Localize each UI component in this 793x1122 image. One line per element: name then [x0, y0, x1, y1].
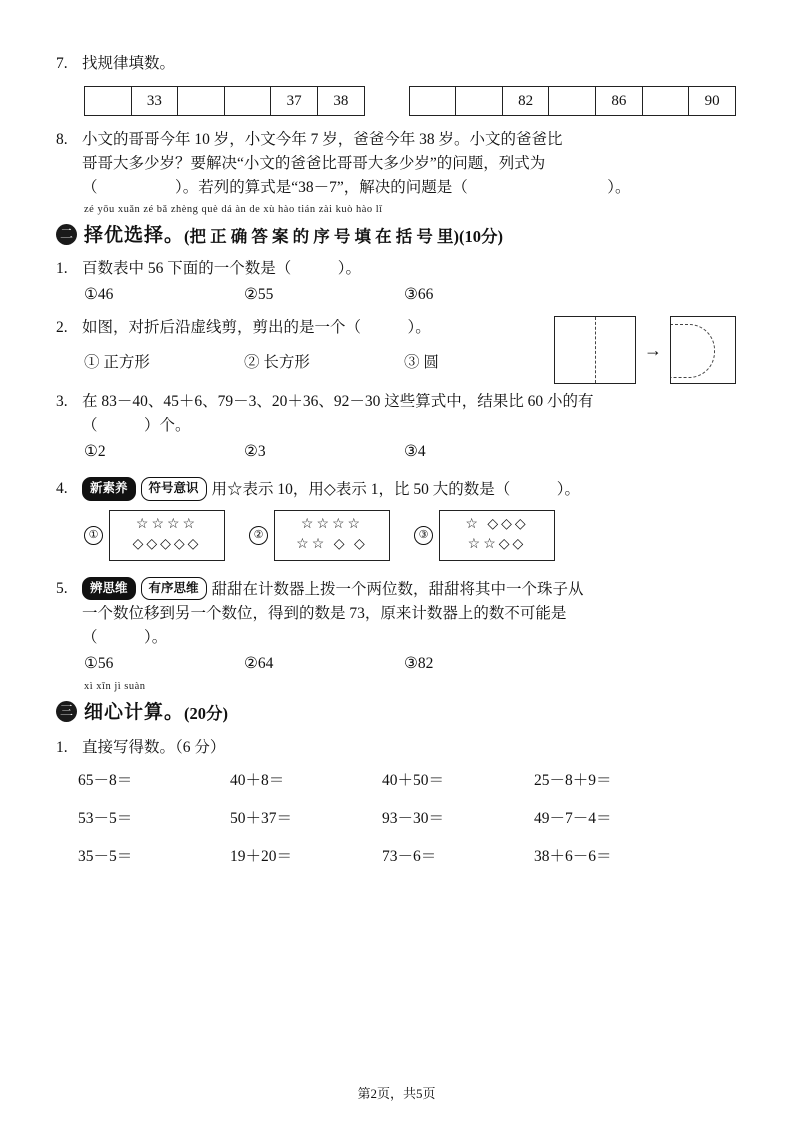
- number-table-2: [409, 86, 736, 116]
- calc-row: [78, 768, 736, 790]
- table-cell[interactable]: 90: [689, 87, 736, 116]
- table-cell[interactable]: [224, 87, 271, 116]
- calc-item[interactable]: 50＋37＝: [230, 809, 293, 827]
- fold-figure: [554, 316, 736, 384]
- calc-row: [78, 806, 736, 828]
- choice-4-stem: 用☆表示 10，用◇表示 1，比 50 大的数是（ ）。: [211, 481, 580, 499]
- page-content: [56, 52, 736, 882]
- choice-1-number: 1.: [56, 260, 68, 278]
- symbol-line-2: ◇◇◇◇◇: [132, 537, 202, 553]
- symbol-box: [439, 510, 555, 561]
- table-cell[interactable]: 82: [502, 87, 549, 116]
- table-cell[interactable]: [409, 87, 456, 116]
- choice-question-1: [56, 257, 736, 281]
- symbol-line-1: ☆ ◇◇◇: [465, 517, 529, 533]
- option[interactable]: ③4: [404, 443, 426, 461]
- option-label: ②: [249, 526, 268, 545]
- choice-4-number: 4.: [56, 480, 68, 498]
- dashed-fold-line: [595, 317, 596, 383]
- option[interactable]: ①56: [84, 654, 114, 672]
- symbol-line-1: ☆☆☆☆: [135, 517, 199, 533]
- symbol-line-2: ☆☆ ◇ ◇: [296, 537, 368, 553]
- calc-row: [78, 844, 736, 866]
- section-3-title: 细心计算。: [84, 701, 185, 723]
- option[interactable]: ①46: [84, 286, 114, 304]
- option[interactable]: [84, 510, 225, 561]
- section-3-number: 三: [56, 701, 77, 722]
- choice-question-5: [56, 577, 736, 650]
- choice-5-line-1: 甜甜在计数器上拨一个两位数，甜甜将其中一个珠子从: [211, 580, 584, 598]
- table-cell[interactable]: [178, 87, 225, 116]
- badge-thinking: 辨思维: [82, 577, 136, 600]
- calc-item[interactable]: 73－6＝: [382, 847, 437, 865]
- calc-1-number: 1.: [56, 738, 68, 756]
- badge-symbol-sense: 符号意识: [141, 477, 207, 500]
- question-8-line-1: 小文的哥哥今年 10 岁，小文今年 7 岁，爸爸今年 38 岁。小文的爸爸比: [82, 131, 563, 149]
- arrow-right-icon: →: [644, 339, 662, 360]
- table-cell[interactable]: 33: [131, 87, 178, 116]
- section-3-pinyin: xì xīn jì suàn: [84, 680, 146, 692]
- table-cell[interactable]: 86: [596, 87, 643, 116]
- badge-ordered-thinking: 有序思维: [141, 577, 207, 600]
- calc-item[interactable]: 40＋50＝: [382, 771, 445, 789]
- option[interactable]: ①2: [84, 443, 106, 461]
- calc-item[interactable]: 19＋20＝: [230, 847, 293, 865]
- choice-3-number: 3.: [56, 393, 68, 411]
- question-8-line-3: （ ）。若列的算式是“38－7”，解决的问题是（ ）。: [82, 179, 631, 197]
- number-table-1: [84, 86, 365, 116]
- table-cell[interactable]: [456, 87, 503, 116]
- option[interactable]: [249, 510, 390, 561]
- section-3-header: [56, 680, 736, 724]
- choice-question-2: [56, 316, 736, 372]
- question-7-tables: [84, 86, 736, 116]
- section-2-title: 择优选择。: [84, 225, 185, 247]
- choice-5-options: [84, 654, 736, 673]
- calc-item[interactable]: 49－7－4＝: [534, 809, 612, 827]
- choice-3-options: [84, 442, 736, 461]
- choice-5-line-3: （ ）。: [82, 628, 168, 646]
- question-7: [56, 52, 736, 76]
- option[interactable]: ②64: [244, 654, 274, 672]
- symbol-line-1: ☆☆☆☆: [300, 517, 364, 533]
- question-8: [56, 128, 736, 200]
- choice-question-4: [56, 477, 736, 502]
- question-7-number: 7.: [56, 55, 68, 72]
- choice-3-line-2: （ ）个。: [82, 417, 191, 435]
- question-7-text: 找规律填数。: [82, 55, 176, 72]
- calc-question-1: [56, 736, 736, 760]
- choice-1-options: [84, 285, 736, 304]
- calc-1-stem: 直接写得数。（6 分）: [82, 738, 226, 756]
- page-footer: 第2页，共5页: [357, 1086, 436, 1101]
- option[interactable]: ③66: [404, 286, 434, 304]
- option-label: ③: [414, 526, 433, 545]
- calc-item[interactable]: 38＋6－6＝: [534, 847, 612, 865]
- section-2-number: 二: [56, 224, 77, 245]
- folded-paper-rect: [554, 316, 636, 384]
- table-cell[interactable]: [642, 87, 689, 116]
- choice-question-3: [56, 390, 736, 438]
- choice-1-stem: 百数表中 56 下面的一个数是（ ）。: [82, 260, 362, 278]
- table-cell[interactable]: 37: [271, 87, 318, 116]
- symbol-box: [109, 510, 225, 561]
- table-cell[interactable]: 38: [317, 87, 364, 116]
- option-label: ①: [84, 526, 103, 545]
- table-cell[interactable]: [549, 87, 596, 116]
- calc-grid: [78, 768, 736, 866]
- semicircle-dashed-shape: [670, 324, 715, 378]
- table-cell[interactable]: [85, 87, 132, 116]
- choice-5-line-2: 一个数位移到另一个数位，得到的数是 73，原来计数器上的数不可能是: [82, 604, 567, 622]
- option[interactable]: ① 正方形: [84, 354, 150, 372]
- choice-5-number: 5.: [56, 579, 68, 597]
- calc-item[interactable]: 93－30＝: [382, 809, 445, 827]
- question-8-number: 8.: [56, 131, 68, 149]
- option[interactable]: ③82: [404, 654, 434, 672]
- calc-item[interactable]: 25－8＋9＝: [534, 771, 612, 789]
- option[interactable]: ③ 圆: [404, 354, 439, 372]
- section-2-pinyin: zé yōu xuǎn zé bǎ zhèng què dá àn de xù hào tián zài kuò hào lǐ: [84, 204, 383, 216]
- option[interactable]: ②55: [244, 286, 274, 304]
- cut-result-rect: [670, 316, 736, 384]
- section-3-subtitle: (20分): [184, 703, 229, 723]
- calc-item[interactable]: 35－5＝: [78, 847, 133, 865]
- option[interactable]: [414, 510, 555, 561]
- choice-2-number: 2.: [56, 319, 68, 337]
- badge-new-literacy: 新素养: [82, 477, 136, 500]
- option[interactable]: ②3: [244, 443, 266, 461]
- calc-item[interactable]: 53－5＝: [78, 809, 133, 827]
- section-2-header: [56, 204, 736, 247]
- calc-item[interactable]: 65－8＝: [78, 771, 133, 789]
- choice-2-stem: 如图，对折后沿虚线剪，剪出的是一个（ ）。: [82, 319, 431, 337]
- symbol-line-2: ☆☆◇◇: [467, 537, 527, 553]
- question-8-line-2: 哥哥大多少岁？要解决“小文的爸爸比哥哥大多少岁”的问题，列式为: [82, 155, 546, 173]
- section-2-subtitle: (把 正 确 答 案 的 序 号 填 在 括 号 里)(10分): [184, 227, 503, 247]
- choice-4-options: [84, 510, 736, 561]
- calc-item[interactable]: 40＋8＝: [230, 771, 285, 789]
- choice-3-line-1: 在 83－40、45＋6、79－3、20＋36、92－30 这些算式中，结果比 60 小的有: [82, 393, 594, 411]
- symbol-box: [274, 510, 390, 561]
- option[interactable]: ② 长方形: [244, 354, 310, 372]
